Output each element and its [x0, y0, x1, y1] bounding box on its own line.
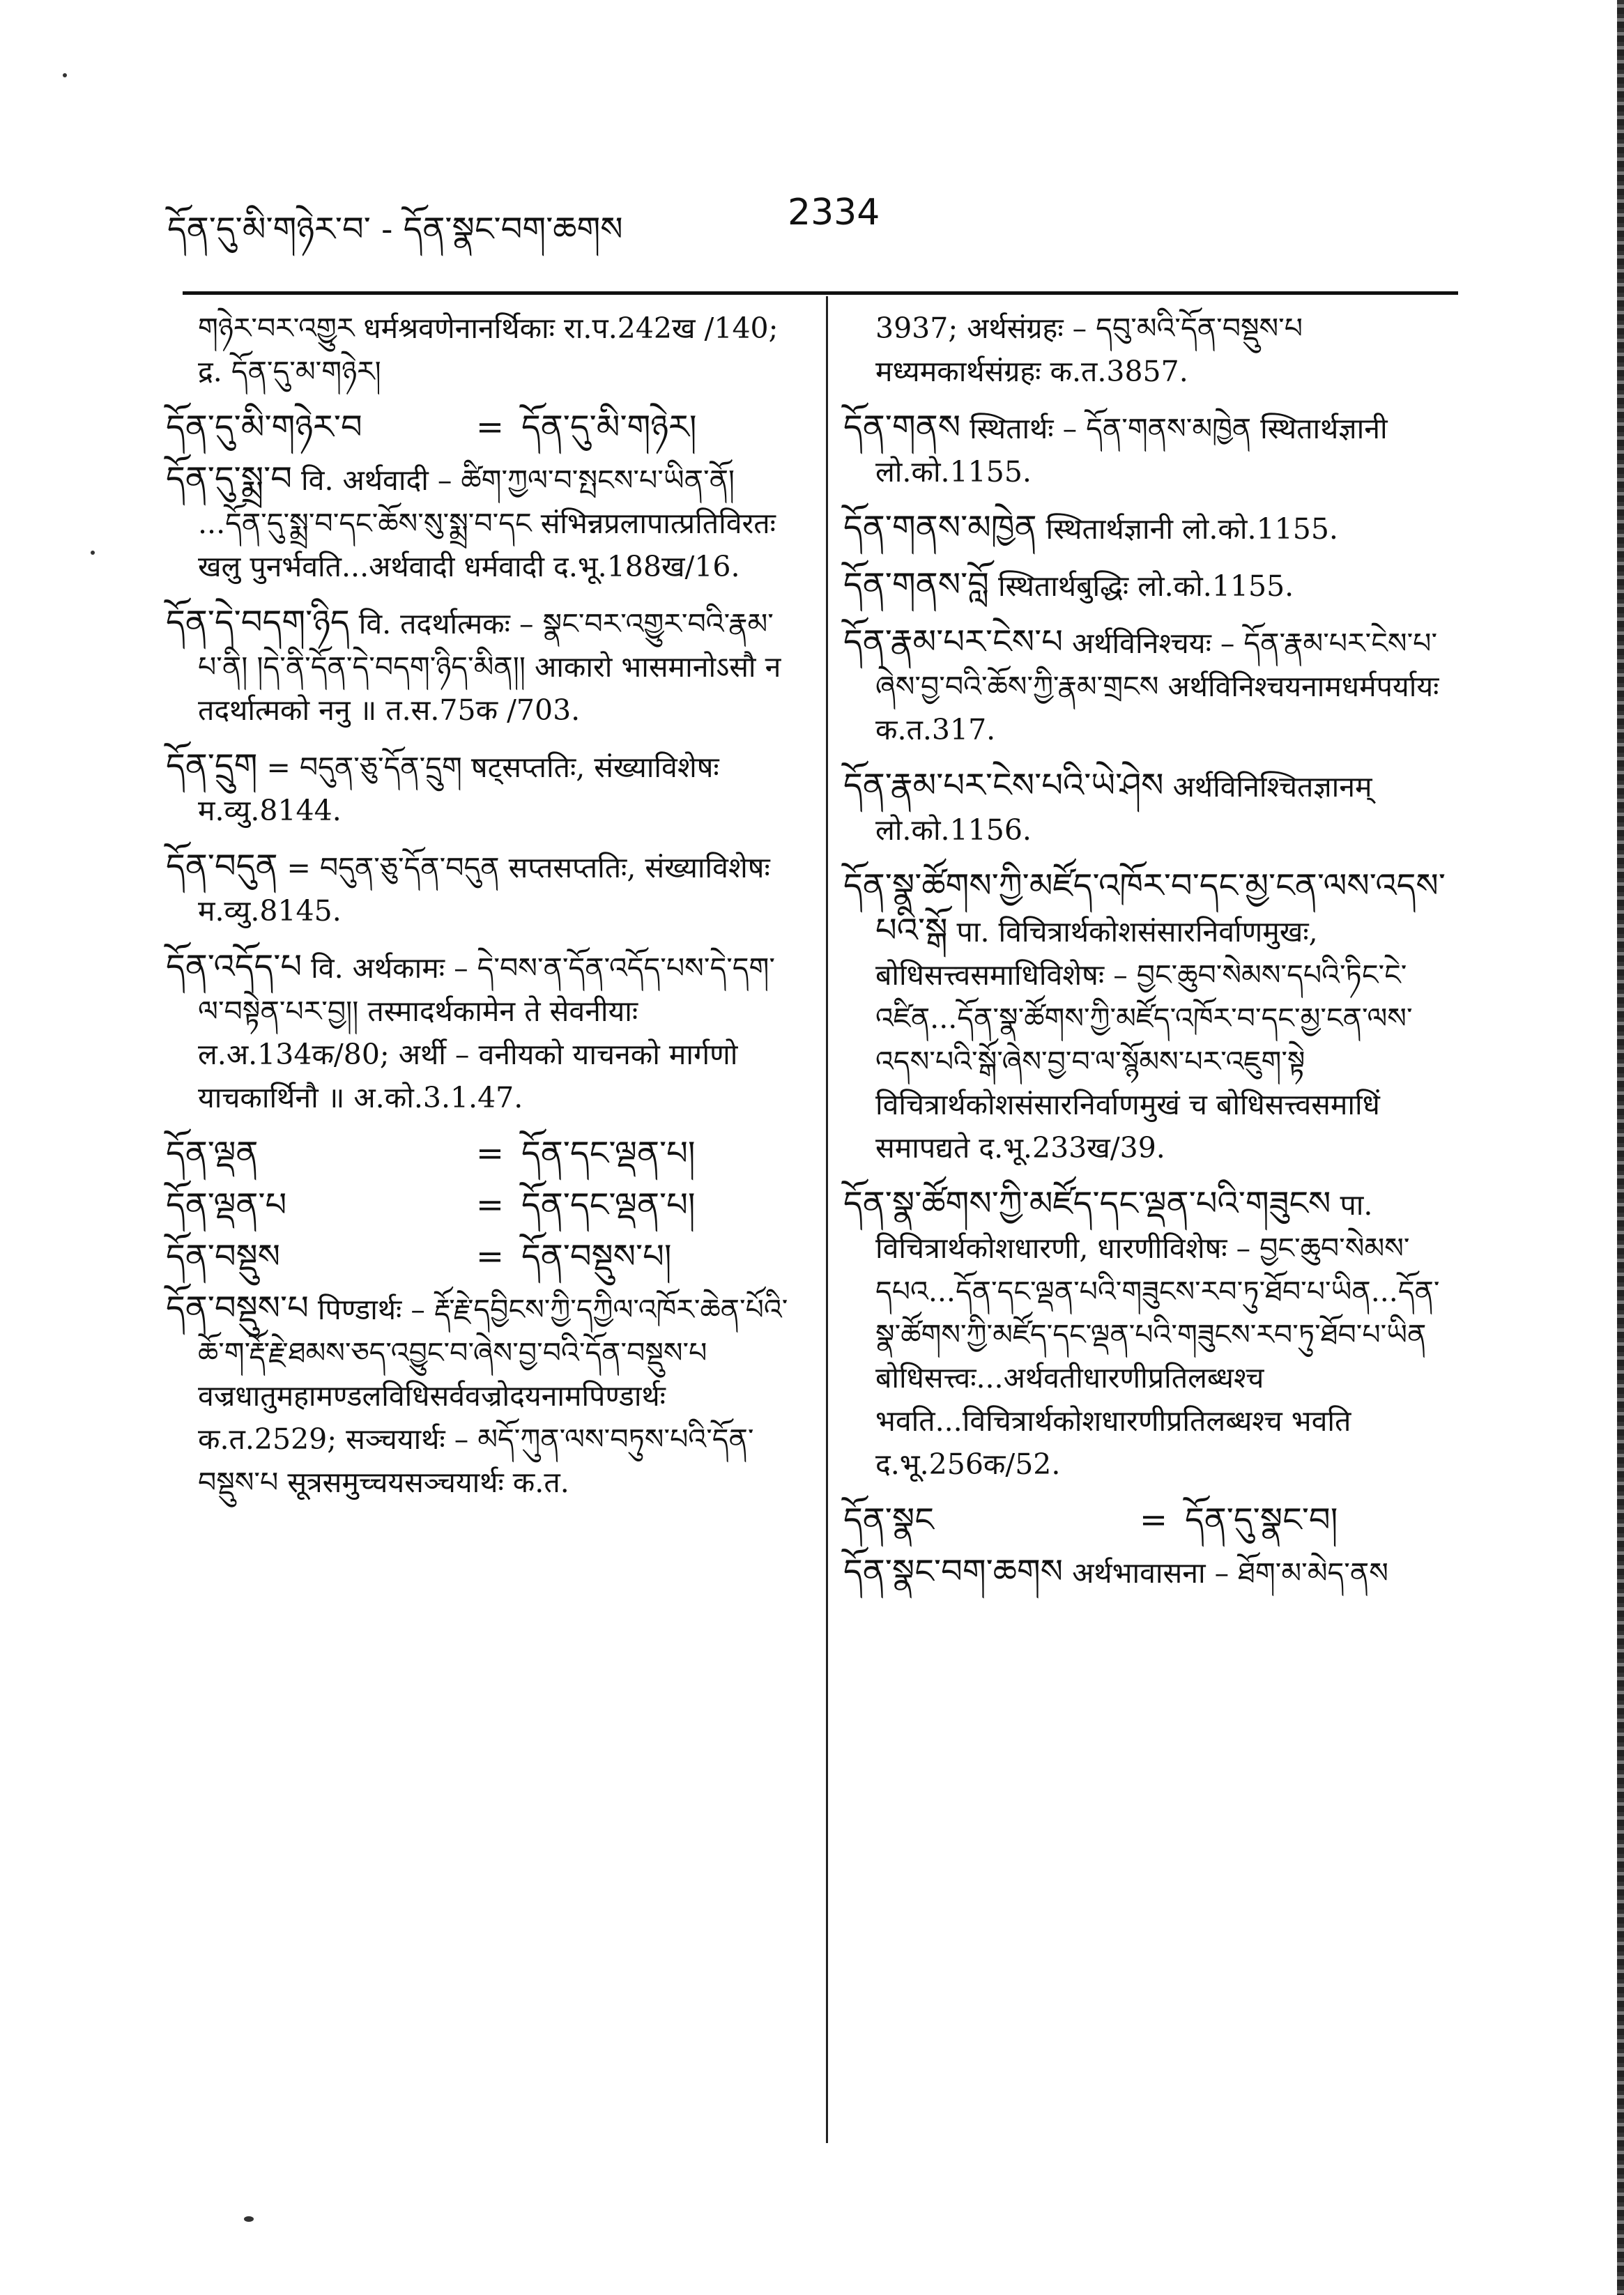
- continued-entry: གཉེར་བར་འགྱུར धर्मश्रवणेनानर्थिकाः रा.प.242ख /140; द्र. དོན་དུ་མ་གཉེར།: [198, 312, 779, 388]
- definition: स्थितार्थज्ञानी लो.को.1155.: [1036, 512, 1338, 546]
- continued-entry: 3937; अर्थसंग्रहः – དབུ་མའི་དོན་བསྡུས་པ मध्यमकार्थसंग्रहः क.त.3857.: [875, 312, 1303, 388]
- scan-speck: [63, 73, 67, 77]
- reference-target: དོན་དུ་སྣང་བ།: [1185, 1500, 1338, 1540]
- equals-sign: =: [475, 1134, 505, 1173]
- dictionary-entry: [843, 506, 1464, 551]
- headword: དོན་འདོད་པ: [166, 947, 302, 986]
- definition: स्थितार्थबुद्धिः लो.को.1155.: [988, 569, 1294, 603]
- running-head: དོན་དུ་མི་གཉེར་བ་ - དོན་སྣང་བག་ཆགས: [167, 210, 623, 249]
- definition: वि. अर्थकामः – དེ་བས་ན་དོན་འདོད་པས་དེ་དག་ལ་བསྟེན་པར་བྱ།། तस्मादर्थकामेन ते सेवनीयाः ल.अ.134क/80; अर्थी – वनीयको याचनको मार्गणो याचकार्थिनौ ॥ अ.को.3.1.47.: [198, 951, 776, 1114]
- reference-target: དོན་དང་ལྡན་པ།: [521, 1185, 696, 1225]
- headword: དོན་བསྡུས་པ: [166, 1289, 309, 1328]
- column-divider: [826, 296, 828, 2143]
- cross-reference-entry: [166, 1132, 797, 1175]
- definition: अर्थविनिश्चितज्ञानम् लो.को.1156.: [875, 770, 1372, 847]
- dictionary-entry: [166, 744, 797, 832]
- equals-sign: =: [1139, 1500, 1168, 1540]
- equals-sign: =: [475, 1185, 505, 1225]
- headword: དོན་སྣང་བག་ཆགས: [843, 1552, 1064, 1591]
- cross-reference-entry: [166, 1183, 797, 1227]
- dictionary-entry: [166, 945, 797, 1119]
- page-header: [167, 192, 1478, 254]
- definition: अर्थभावासना – ཐོག་མ་མེད་ནས: [1063, 1556, 1388, 1590]
- headword: དོན་དྲུག: [166, 746, 258, 785]
- definition: = བདུན་ཅུ་དོན་བདུན सप्तसप्ततिः, संख्याविशेषः म.व्यु.8145.: [198, 851, 770, 928]
- headword: དོན་དེ་བདག་ཉིད: [166, 603, 350, 642]
- dictionary-entry: [843, 563, 1464, 608]
- headword: དོན་སྣང: [843, 1500, 934, 1540]
- headword: དོན་གནས: [843, 408, 961, 447]
- headword: དོན་རྣམ་པར་ངེས་པའི་ཡེ་ཤེས: [843, 766, 1164, 805]
- definition: पा. विचित्रार्थकोशसंसारनिर्वाणमुखः, बोधिसत्त्वसमाधिविशेषः – བྱང་ཆུབ་སེམས་དཔའི་ཏིང་ངེ་འཛིན...དོན་སྣ་ཚོགས་ཀྱི་མཛོད་འཁོར་བ་དང་མྱ་ངན་ལས་འདས་པའི་སྒོ་ཞེས་བྱ་བ་ལ་སྙོམས་པར་འཇུག་སྟེ विचित्रार्थकोशसंसारनिर्वाणमुखं च बोधिसत्त्वसमाधिं समापद्यते द.भू.233ख/39.: [875, 915, 1413, 1165]
- definition: स्थितार्थः – དོན་གནས་མཁྱེན स्थितार्थज्ञानी लो.को.1155.: [875, 412, 1388, 489]
- definition: अर्थविनिश्चयः – དོན་རྣམ་པར་ངེས་པ་ཞེས་བྱ་བའི་ཆོས་ཀྱི་རྣམ་གྲངས अर्थविनिश्चयनामधर्मपर्यायः क.त.317.: [875, 627, 1439, 746]
- equals-sign: =: [475, 1237, 505, 1276]
- dictionary-entry: [843, 764, 1464, 852]
- dictionary-entry: [843, 1550, 1464, 1595]
- cross-reference-entry: [166, 406, 797, 449]
- page-number: 2334: [788, 192, 880, 233]
- dictionary-entry: [166, 601, 797, 732]
- dictionary-entry: [166, 845, 797, 932]
- equals-sign: =: [475, 408, 505, 447]
- left-column: [166, 307, 797, 1517]
- headword: དོན་སྣ་ཚོགས་ཀྱི་མཛོད་འཁོར་བ་དང་མྱ་ངན་ལས་འདས་པའི་སྒོ: [843, 866, 1446, 950]
- headword: དོན་གནས་མཁྱེན: [843, 508, 1037, 547]
- scan-edge: [1617, 0, 1624, 2295]
- headword: དོན་ལྡན་པ: [166, 1185, 287, 1225]
- dictionary-entry: [166, 1287, 797, 1504]
- reference-target: དོན་བསྡུས་པ།: [521, 1237, 672, 1276]
- headword: དོན་བསྡུས: [166, 1237, 281, 1276]
- dictionary-entry: [843, 406, 1464, 493]
- right-column: [843, 307, 1464, 1607]
- dictionary-entry: [166, 457, 797, 588]
- dictionary-entry: [843, 1182, 1464, 1486]
- headword: དོན་གནས་བློ: [843, 565, 989, 604]
- reference-target: དོན་དུ་མི་གཉེར།: [521, 408, 697, 447]
- header-rule: [183, 291, 1458, 295]
- dictionary-entry: [843, 620, 1464, 751]
- dictionary-entry: [843, 864, 1464, 1169]
- definition: = བདུན་ཅུ་དོན་དྲུག षट्सप्ततिः, संख्याविशेषः म.व्यु.8144.: [198, 751, 719, 827]
- headword: དོན་སྣ་ཚོགས་ཀྱི་མཛོད་དང་ལྡན་པའི་གཟུངས: [843, 1184, 1331, 1223]
- cross-reference-entry: [166, 1235, 797, 1278]
- headword: དོན་རྣམ་པར་ངེས་པ: [843, 622, 1063, 661]
- headword: དོན་དུ་སྨྲ་བ: [166, 459, 293, 498]
- headword: དོན་བདུན: [166, 847, 278, 886]
- cross-reference-entry: [843, 1498, 1464, 1542]
- definition: वि. अर्थवादी – ཚིག་ཀྱལ་བ་སྤངས་པ་ཡིན་ནོ། ...དོན་དུ་སྨྲ་བ་དང་ཆོས་སུ་སྨྲ་བ་དང संभिन्नप्रलापात्प्रतिविरतः खलु पुनर्भवति...अर्थवादी धर्मवादी द.भू.188ख/16.: [198, 463, 776, 583]
- headword: དོན་ལྡན: [166, 1134, 259, 1173]
- definition: पिण्डार्थः – རྡོ་རྗེ་དབྱིངས་ཀྱི་དཀྱིལ་འཁོར་ཆེན་པོའི་ཆོ་ག་རྡོ་རྗེ་ཐམས་ཅད་འབྱུང་བ་ཞེས་བྱ་བའི་དོན་བསྡུས་པ वज्रधातुमहामण्डलविधिसर्ववज्रोदयनामपिण्डार्थः क.त.2529; सञ्चयार्थः – མདོ་ཀུན་ལས་བཏུས་པའི་དོན་བསྡུས་པ सूत्रसमुच्चयसञ्चयार्थः क.त.: [198, 1293, 788, 1499]
- scan-speck: [91, 551, 95, 555]
- definition: वि. तदर्थात्मकः – སྣང་བར་འགྱུར་བའི་རྣམ་པ་ནི། །དེ་ནི་དོན་དེ་བདག་ཉིད་མིན།། आकारो भासमानोऽसौ न तदर्थात्मको ननु ॥ त.स.75क /703.: [198, 607, 781, 727]
- headword: དོན་དུ་མི་གཉེར་བ: [166, 408, 362, 447]
- scan-speck: [244, 2216, 254, 2222]
- definition: पा. विचित्रार्थकोशधारणी, धारणीविशेषः – བྱང་ཆུབ་སེམས་དཔའ...དོན་དང་ལྡན་པའི་གཟུངས་རབ་ཏུ་ཐོབ་པ་ཡིན...དོན་སྣ་ཚོགས་ཀྱི་མཛོད་དང་ལྡན་པའི་གཟུངས་རབ་ཏུ་ཐོབ་པ་ཡིན बोधिसत्त्वः...अर्थवतीधारणीप्रतिलब्धश्च भवति...विचित्रार्थकोशधारणीप्रतिलब्धश्च भवति द.भू.256क/52.: [875, 1188, 1440, 1481]
- reference-target: དོན་དང་ལྡན་པ།: [521, 1134, 696, 1173]
